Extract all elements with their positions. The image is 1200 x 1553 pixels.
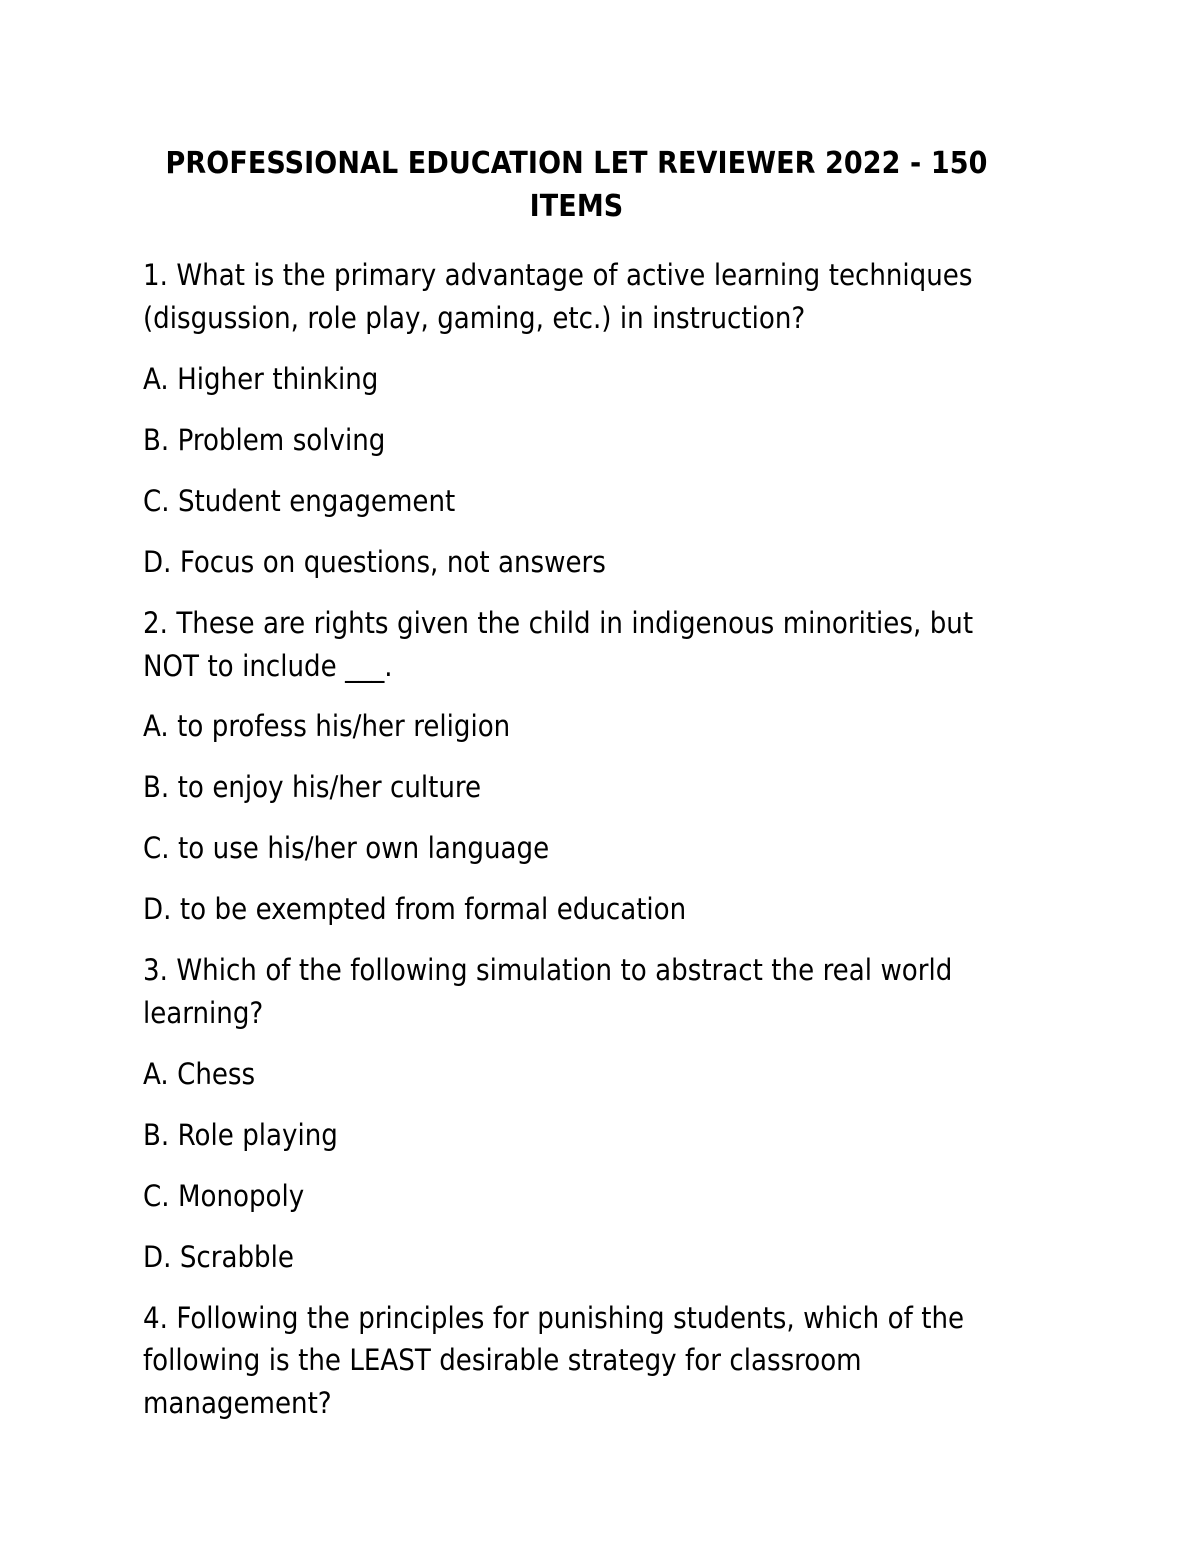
page-title: PROFESSIONAL EDUCATION LET REVIEWER 2022 - 150 ITEMS [165, 146, 988, 224]
question-stem: 1. What is the primary advantage of active learning techniques (disgussion, role play, gaming, etc.) in instruction? [143, 258, 973, 336]
answer-option-a: A. to profess his/her religion [143, 709, 511, 744]
question-block-3 [143, 949, 1010, 1278]
answer-option-a: A. Higher thinking [143, 362, 379, 396]
question-block-1 [143, 254, 1010, 583]
question-stem: 2. These are rights given the child in indigenous minorities, but NOT to include ___. [143, 605, 974, 683]
answer-option-c: C. to use his/her own language [143, 831, 550, 866]
question-stem: 4. Following the principles for punishing students, which of the following is the LEAST desirable strategy for classroom management? [143, 1300, 965, 1421]
answer-option-b: B. Problem solving [143, 422, 386, 457]
answer-option-b: B. Role playing [143, 1117, 338, 1152]
answer-option-c: C. Student engagement [143, 483, 456, 518]
answer-option-d: D. Scrabble [143, 1239, 294, 1274]
question-block-4 [143, 1297, 1010, 1426]
answer-option-b: B. to enjoy his/her culture [143, 770, 482, 805]
answer-option-c: C. Monopoly [143, 1178, 305, 1213]
answer-option-a: A. Chess [143, 1056, 256, 1091]
answer-option-d: D. Focus on questions, not answers [143, 544, 606, 579]
answer-option-d: D. to be exempted from formal education [143, 892, 687, 927]
question-block-2 [143, 602, 1010, 931]
question-stem: 3. Which of the following simulation to abstract the real world learning? [143, 953, 953, 1030]
